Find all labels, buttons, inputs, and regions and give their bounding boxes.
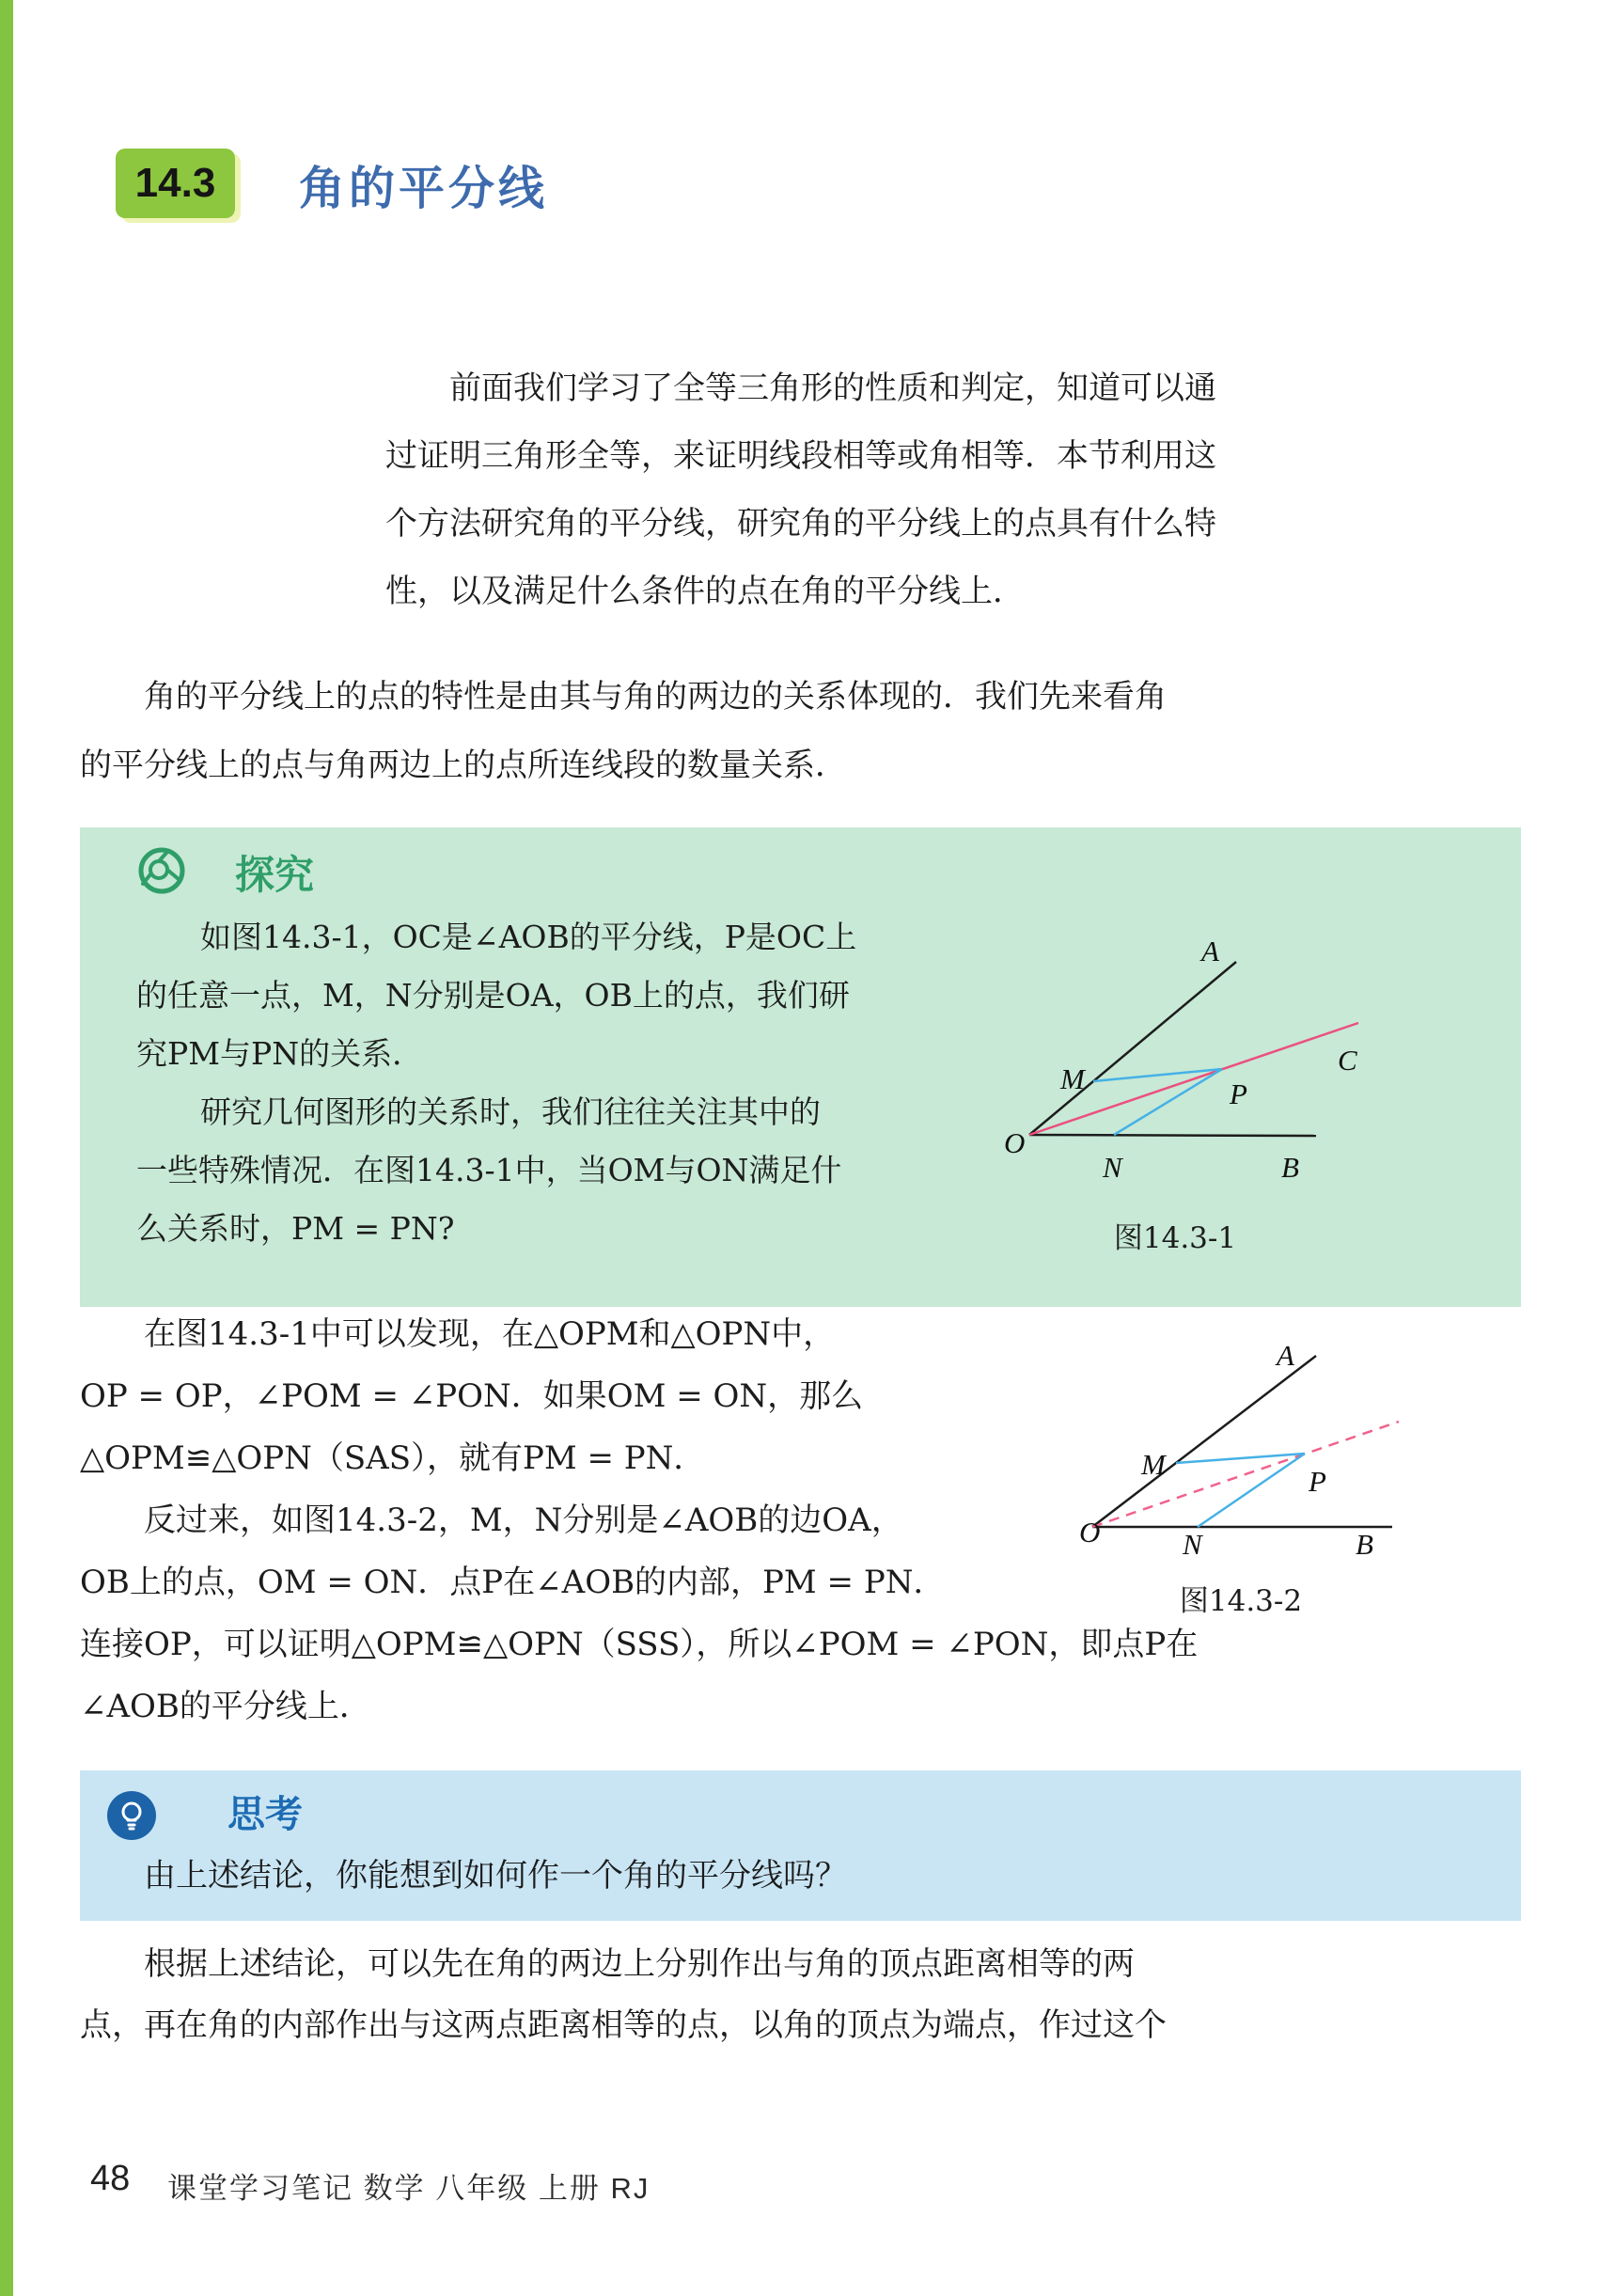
explore-line: 的任意一点，M，N分别是OA，OB上的点，我们研: [136, 977, 850, 1014]
explore-line: 一些特殊情况．在图14.3-1中，当OM与ON满足什: [136, 1152, 842, 1188]
lightbulb-icon: [105, 1789, 158, 1842]
body-line: 连接OP，可以证明△OPM≌△OPN（SSS），所以∠POM = ∠PON，即点P在: [80, 1626, 1199, 1663]
think-text: [80, 1857, 847, 1895]
body-paragraph-1: [80, 678, 1167, 818]
label-B: B: [1356, 1528, 1373, 1561]
think-title: 思考: [227, 1794, 303, 1835]
body-paragraph-2: [80, 1315, 946, 1628]
body-line: △OPM≌△OPN（SAS），就有PM = PN．: [80, 1439, 706, 1477]
body-line: 的平分线上的点与角两边上的点所连线段的数量关系．: [80, 747, 847, 784]
body-line: 点，再在角的内部作出与这两点距离相等的点，以角的顶点为端点，作过这个: [80, 2006, 1167, 2044]
body-line: ∠AOB的平分线上．: [80, 1688, 371, 1725]
intro-paragraph: [385, 372, 1216, 643]
label-O: O: [1079, 1516, 1101, 1549]
body-line: OP = OP，∠POM = ∠PON．如果OM = ON，那么: [80, 1377, 864, 1415]
intro-line: 前面我们学习了全等三角形的性质和判定，知道可以通: [449, 370, 1216, 407]
intro-line: 过证明三角形全等，来证明线段相等或角相等．本节利用这: [385, 437, 1216, 475]
explore-line: 研究几何图形的关系时，我们往往关注其中的: [200, 1093, 821, 1130]
footer-page-number: 48: [90, 2159, 131, 2198]
label-N: N: [1103, 1151, 1122, 1184]
explore-line: 如图14.3-1，OC是∠AOB的平分线，P是OC上: [200, 919, 857, 955]
intro-line: 性，以及满足什么条件的点在角的平分线上．: [385, 573, 1025, 610]
segment-PN: [1198, 1454, 1305, 1527]
label-N: N: [1183, 1528, 1202, 1561]
ray-OA: [1029, 962, 1236, 1135]
swirl-badge-icon: [133, 842, 190, 899]
section-number-badge: [116, 149, 235, 218]
intro-line: 个方法研究角的平分线，研究角的平分线上的点具有什么特: [385, 505, 1216, 543]
body-line: 反过来，如图14.3-2，M，N分别是∠AOB的边OA，: [144, 1502, 903, 1539]
label-P: P: [1309, 1465, 1326, 1498]
dashed-bisector: [1092, 1422, 1399, 1527]
think-line: 由上述结论，你能想到如何作一个角的平分线吗？: [144, 1857, 847, 1895]
label-B: B: [1281, 1151, 1299, 1184]
left-green-strip: [0, 0, 13, 2296]
figure2-caption: 图14.3-2: [1179, 1584, 1303, 1618]
body-line: 根据上述结论，可以先在角的两边上分别作出与角的顶点距离相等的两: [144, 1945, 1135, 1983]
ray-OA: [1092, 1356, 1316, 1527]
label-M: M: [1060, 1062, 1085, 1095]
figure-14-3-1: [996, 903, 1429, 1203]
label-A: A: [1277, 1339, 1294, 1372]
explore-text: [136, 921, 856, 1271]
section-number: 14.3: [134, 160, 216, 206]
body-line: OB上的点，OM = ON．点P在∠AOB的内部，PM = PN．: [80, 1564, 946, 1601]
label-C: C: [1338, 1044, 1357, 1077]
body-line: 在图14.3-1中可以发现，在△OPM和△OPN中，: [144, 1315, 836, 1353]
footer-text: 课堂学习笔记 数学 八年级 上册 RJ: [167, 2172, 651, 2205]
label-A: A: [1201, 935, 1219, 967]
label-O: O: [1004, 1126, 1026, 1159]
ray-OB: [1029, 1135, 1316, 1136]
figure-14-3-2: [1079, 1328, 1418, 1563]
explore-line: 究PM与PN的关系．: [136, 1035, 424, 1072]
figure1-caption: 图14.3-1: [1113, 1221, 1237, 1255]
body-paragraph-2-cont: [80, 1628, 1198, 1753]
label-P: P: [1230, 1077, 1247, 1110]
label-M: M: [1141, 1448, 1166, 1481]
page-title: 角的平分线: [299, 164, 549, 214]
explore-line: 么关系时，PM = PN?: [136, 1210, 455, 1247]
body-line: 角的平分线上的点的特性是由其与角的两边的关系体现的．我们先来看角: [144, 678, 1167, 716]
explore-title: 探究: [235, 853, 315, 897]
body-paragraph-3: [80, 1945, 1167, 2070]
